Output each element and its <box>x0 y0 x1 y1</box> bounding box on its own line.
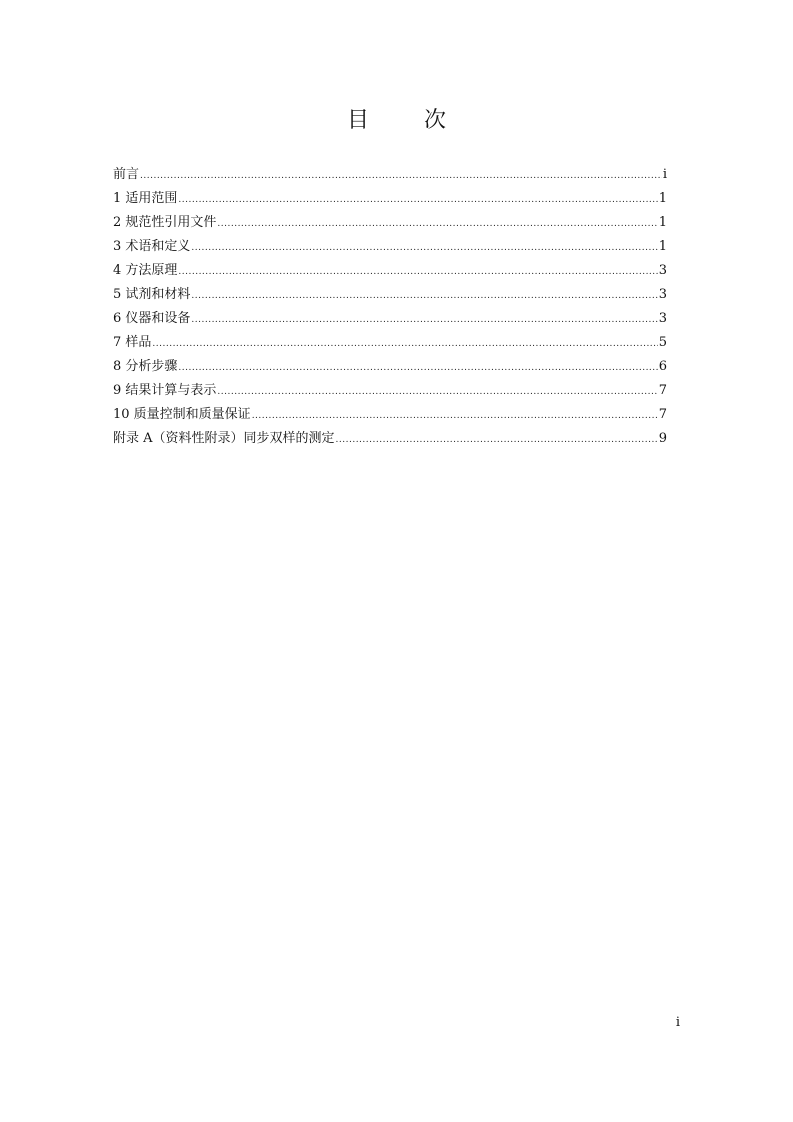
toc-leader-dots <box>178 188 657 212</box>
toc-entry-page: 7 <box>658 383 667 398</box>
toc-entry-method-principle[interactable] <box>113 259 667 283</box>
toc-leader-dots <box>252 404 658 428</box>
toc-entry-samples[interactable] <box>113 331 667 355</box>
toc-leader-dots <box>336 428 658 452</box>
toc-leader-dots <box>178 260 657 284</box>
table-of-contents <box>113 163 667 451</box>
toc-entry-label: 1 适用范围 <box>113 191 178 206</box>
toc-entry-page: 3 <box>658 263 667 278</box>
toc-entry-quality-control[interactable] <box>113 403 667 427</box>
toc-entry-label: 7 样品 <box>113 335 152 350</box>
toc-entry-page: 3 <box>658 311 667 326</box>
toc-entry-label: 8 分析步骤 <box>113 359 178 374</box>
toc-leader-dots <box>152 332 657 356</box>
toc-leader-dots <box>178 356 657 380</box>
toc-entry-page: 1 <box>658 191 667 206</box>
toc-leader-dots <box>191 308 657 332</box>
toc-entry-label: 前言 <box>113 167 140 182</box>
toc-entry-label: 附录 A（资料性附录）同步双样的测定 <box>113 431 335 446</box>
toc-entry-label: 4 方法原理 <box>113 263 178 278</box>
toc-leader-dots <box>217 212 657 236</box>
toc-entry-reagents-materials[interactable] <box>113 283 667 307</box>
toc-entry-results[interactable] <box>113 379 667 403</box>
toc-entry-page: 5 <box>658 335 667 350</box>
toc-entry-apparatus[interactable] <box>113 307 667 331</box>
toc-entry-terms-definitions[interactable] <box>113 235 667 259</box>
page-title: 目 次 <box>347 108 470 133</box>
toc-entry-page: 6 <box>658 359 667 374</box>
toc-leader-dots <box>191 236 657 260</box>
toc-entry-normative-references[interactable] <box>113 211 667 235</box>
toc-leader-dots <box>191 284 657 308</box>
toc-entry-page: i <box>662 167 667 182</box>
toc-entry-label: 9 结果计算与表示 <box>113 383 217 398</box>
toc-entry-label: 5 试剂和材料 <box>113 287 191 302</box>
page-number: i <box>675 1015 680 1030</box>
toc-entry-analysis-steps[interactable] <box>113 355 667 379</box>
toc-entry-page: 1 <box>658 239 667 254</box>
toc-entry-label: 6 仪器和设备 <box>113 311 191 326</box>
toc-entry-foreword[interactable] <box>113 163 667 187</box>
toc-leader-dots <box>140 164 662 188</box>
toc-entry-page: 1 <box>658 215 667 230</box>
toc-entry-page: 3 <box>658 287 667 302</box>
toc-entry-page: 9 <box>658 431 667 446</box>
toc-entry-page: 7 <box>658 407 667 422</box>
toc-entry-appendix-a[interactable] <box>113 427 667 451</box>
toc-entry-label: 3 术语和定义 <box>113 239 191 254</box>
toc-entry-scope[interactable] <box>113 187 667 211</box>
toc-entry-label: 10 质量控制和质量保证 <box>113 407 251 422</box>
toc-leader-dots <box>217 380 657 404</box>
toc-entry-label: 2 规范性引用文件 <box>113 215 217 230</box>
